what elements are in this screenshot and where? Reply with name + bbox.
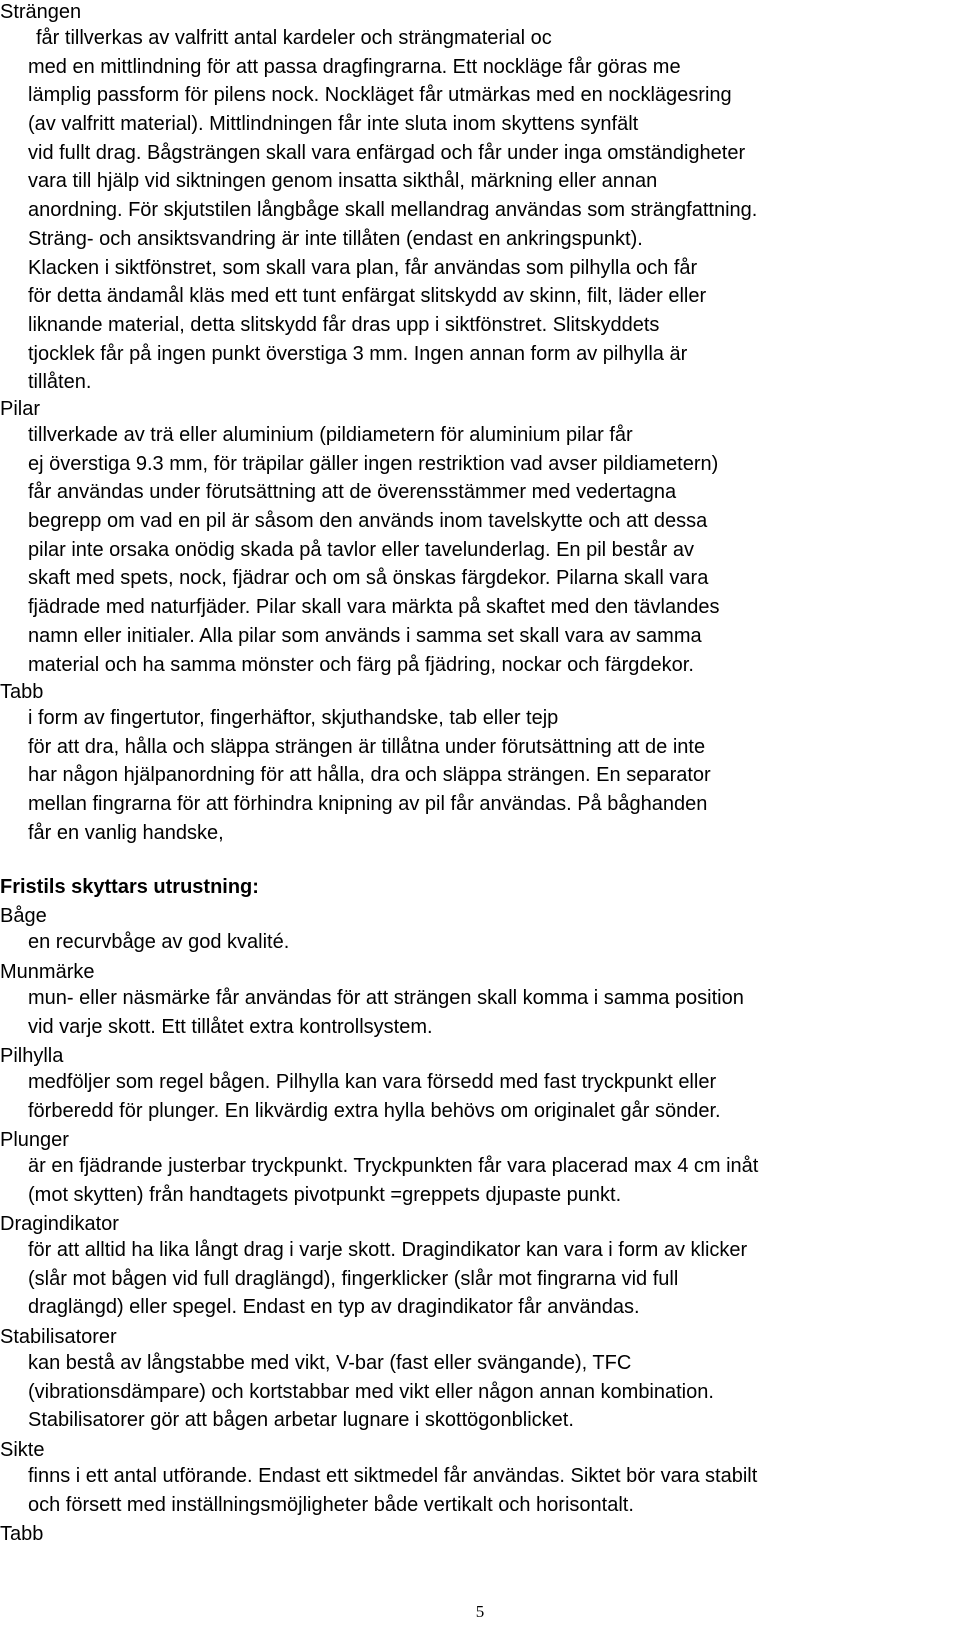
text-line: (slår mot bågen vid full draglängd), fingerklicker (slår mot fingrarna vid full xyxy=(28,1267,679,1290)
text-line: tillverkade av trä eller aluminium (pildiametern för aluminium pilar får xyxy=(28,424,633,446)
text-line: vara till hjälp vid siktningen genom insatta sikthål, märkning eller annan xyxy=(28,170,658,193)
text-line: tillåten. xyxy=(28,371,92,394)
text-line: anordning. För skjutstilen långbåge skall mellandrag användas som strängfattning. xyxy=(28,199,758,222)
text-line: Stabilisatorer gör att bågen arbetar lugnare i skottögonblicket. xyxy=(28,1409,574,1432)
text-line: ej överstiga 9.3 mm, för träpilar gäller ingen restriktion vad avser pildiametern) xyxy=(28,452,719,475)
text-line: (mot skytten) från handtagets pivotpunkt =greppets djupaste punkt. xyxy=(28,1183,622,1206)
text-line: fjädrade med naturfjäder. Pilar skall vara märkta på skaftet med den tävlandes xyxy=(28,596,720,619)
section-pilar xyxy=(0,397,960,679)
page-number: 5 xyxy=(475,1602,485,1621)
text-line: en recurvbåge av god kvalité. xyxy=(28,931,290,953)
term-tabb: Tabb xyxy=(0,681,44,703)
section-tabb-2 xyxy=(0,1522,960,1546)
term-sikte: Sikte xyxy=(0,1439,45,1461)
text-line: är en fjädrande justerbar tryckpunkt. Tryckpunkten får vara placerad max 4 cm inåt xyxy=(28,1155,759,1177)
text-line: (av valfritt material). Mittlindningen får inte sluta inom skyttens synfält xyxy=(28,113,639,136)
section-stabilisatorer xyxy=(0,1325,960,1435)
text-line: får en vanlig handske, xyxy=(28,821,224,844)
term-dragindikator: Dragindikator xyxy=(0,1213,119,1235)
section-munmarke xyxy=(0,960,960,1041)
text-line: med en mittlindning för att passa dragfingrarna. Ett nockläge får göras me xyxy=(28,55,681,78)
text-line: draglängd) eller spegel. Endast en typ av dragindikator får användas. xyxy=(28,1296,640,1319)
section-pilhylla xyxy=(0,1044,960,1125)
text-line: och försett med inställningsmöjligheter både vertikalt och horisontalt. xyxy=(28,1493,634,1516)
text-line: (vibrationsdämpare) och kortstabbar med vikt eller någon annan kombination. xyxy=(28,1380,714,1403)
text-line: kan bestå av långstabbe med vikt, V-bar (fast eller svängande), TFC xyxy=(28,1352,632,1374)
text-line: förberedd för plunger. En likvärdig extra hylla behövs om originalet går sönder. xyxy=(28,1099,721,1122)
term-plunger: Plunger xyxy=(0,1129,69,1151)
text-line: material och ha samma mönster och färg på fjädring, nockar och färgdekor. xyxy=(28,653,694,676)
text-line: har någon hjälpanordning för att hålla, dra och släppa strängen. En separator xyxy=(28,764,711,787)
text-line: vid varje skott. Ett tillåtet extra kontrollsystem. xyxy=(28,1015,433,1038)
text-line: begrepp om vad en pil är såsom den används inom tavelskytte och att dessa xyxy=(28,510,708,533)
text-line: medföljer som regel bågen. Pilhylla kan vara försedd med fast tryckpunkt eller xyxy=(28,1071,717,1093)
text-line: för att alltid ha lika långt drag i varje skott. Dragindikator kan vara i form av klicker xyxy=(28,1239,748,1261)
text-line: Sträng- och ansiktsvandring är inte tillåten (endast en ankringspunkt). xyxy=(28,227,643,250)
section-plunger xyxy=(0,1128,960,1209)
text-line: mun- eller näsmärke får användas för att strängen skall komma i samma position xyxy=(28,987,744,1009)
text-line: finns i ett antal utförande. Endast ett siktmedel får användas. Siktet bör vara stabilt xyxy=(28,1465,758,1487)
text-line: får tillverkas av valfritt antal kardeler och strängmaterial oc xyxy=(36,27,552,49)
text-line: för att dra, hålla och släppa strängen är tillåtna under förutsättning att de inte xyxy=(28,735,706,758)
term-pilhylla: Pilhylla xyxy=(0,1045,64,1067)
text-line: i form av fingertutor, fingerhäftor, skjuthandske, tab eller tejp xyxy=(28,707,559,729)
text-line: lämplig passform för pilens nock. Nockläget får utmärkas med en nocklägesring xyxy=(28,84,732,107)
section-dragindikator xyxy=(0,1212,960,1322)
text-line: Klacken i siktfönstret, som skall vara plan, får användas som pilhylla och får xyxy=(28,256,698,279)
section-bage xyxy=(0,904,960,957)
term-munmarke: Munmärke xyxy=(0,961,95,983)
text-line: för detta ändamål kläs med ett tunt enfärgat slitskydd av skinn, filt, läder eller xyxy=(28,285,707,308)
term-strangen: Strängen xyxy=(0,1,82,23)
text-line: tjocklek får på ingen punkt överstiga 3 mm. Ingen annan form av pilhylla är xyxy=(28,342,688,365)
term-stabilisatorer: Stabilisatorer xyxy=(0,1326,117,1348)
text-line: skaft med spets, nock, fjädrar och om så önskas färgdekor. Pilarna skall vara xyxy=(28,567,709,590)
text-line: får användas under förutsättning att de överensstämmer med vedertagna xyxy=(28,481,677,504)
text-line: pilar inte orsaka onödig skada på tavlor eller tavelunderlag. En pil består av xyxy=(28,538,694,561)
section-sikte xyxy=(0,1438,960,1519)
text-line: mellan fingrarna för att förhindra knipning av pil får användas. På båghanden xyxy=(28,793,708,816)
term-tabb-2: Tabb xyxy=(0,1523,44,1545)
text-line: liknande material, detta slitskydd får dras upp i siktfönstret. Slitskyddets xyxy=(28,313,660,336)
text-line: vid fullt drag. Bågsträngen skall vara enfärgad och får under inga omständigheter xyxy=(28,141,746,164)
section-heading: Fristils skyttars utrustning: xyxy=(0,876,259,898)
term-pilar: Pilar xyxy=(0,398,41,420)
term-bage: Båge xyxy=(0,905,47,927)
text-line: namn eller initialer. Alla pilar som används i samma set skall vara av samma xyxy=(28,624,702,647)
section-tabb xyxy=(0,680,960,847)
section-strangen xyxy=(0,0,960,397)
